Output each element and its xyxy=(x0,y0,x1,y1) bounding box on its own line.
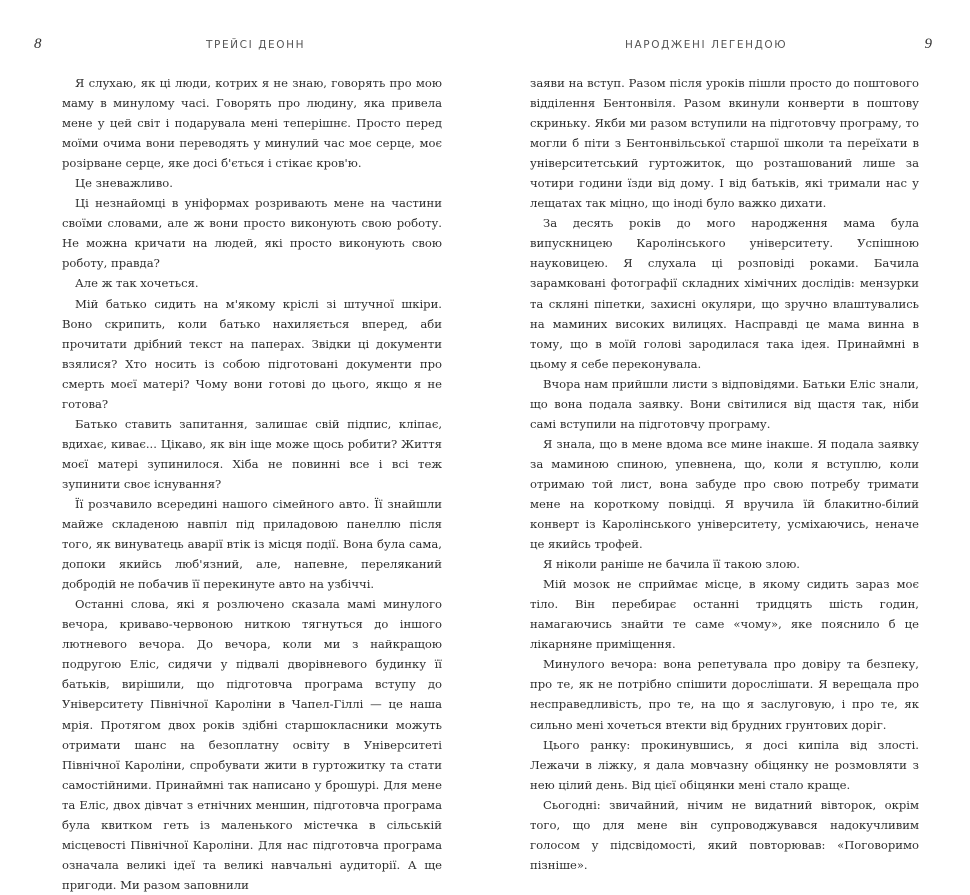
page-number: 8 xyxy=(34,36,42,52)
paragraph: За десять років до мого народження мама була випускницею Каролінського університету. Успішною науковицею. Я слухала ці розповіді роками. Бачила зарамковані фотографії складних хімічних дослідів: мензурки та скляні піпетки, захисні окуляри, що зручно влаштувались на маминих високих вилицях. Насправді це мама винна в тому, що в моїй голові зародилася така ідея. Принаймні в цьому я себе переконувала. xyxy=(530,216,919,371)
left-page xyxy=(0,0,485,892)
running-head-author: ТРЕЙСІ ДЕОНН xyxy=(206,39,306,51)
paragraph: Я ніколи раніше не бачила її такою злою. xyxy=(543,557,800,572)
paragraph: Мій батько сидить на м'якому кріслі зі штучної шкіри. Воно скрипить, коли батько нахиляється вперед, аби прочитати дрібний текст на паперах. Звідки ці документи взялися? Хто носить із собою підготовані документи про смерть моєї матері? Чому вони готові до цього, якщо я не готова? xyxy=(62,296,442,411)
body-text xyxy=(62,73,442,895)
paragraph: Я знала, що в мене вдома все мине інакше. Я подала заявку за маминою спиною, упевнена, що, коли я вступлю, коли отримаю той лист, вона забуде про свою потребу тримати мене на короткому повідці. Я вручила їй блакитно-білий конверт із Каролінського університету, усміхаючись, неначе це якийсь трофей. xyxy=(530,436,919,552)
paragraph: Мій мозок не сприймає місце, в якому сидить зараз моє тіло. Він перебирає останні тридцять шість годин, намагаючись знайти те саме «чому», яке пояснило б це лікарняне приміщення. xyxy=(530,577,919,652)
paragraph: Минулого вечора: вона репетувала про довіру та безпеку, про те, як не потрібно спішити дорослішати. Я верещала про несправедливість, про те, на що я заслуговую, і про те, як сильно мені хочеться втекти від брудних грунтових доріг. xyxy=(530,657,919,732)
paragraph: Ці незнайомці в уніформах розривають мене на частини своїми словами, але ж вони просто виконують свою роботу. Не можна кричати на людей, які просто виконують свою роботу, правда? xyxy=(62,196,442,271)
paragraph: Сьогодні: звичайний, нічим не видатний вівторок, окрім того, що для мене він супроводжувався надокучливим голосом у підсвідомості, який повторював: «Поговоримо пізніше». xyxy=(530,797,919,872)
paragraph: Цього ранку: прокинувшись, я досі кипіла від злості. Лежачи в ліжку, я дала мовчазну обіцянку не розмовляти з нею цілий день. Від цієї обіцянки мені стало краще. xyxy=(530,737,919,792)
paragraph: Але ж так хочеться. xyxy=(75,276,199,291)
body-text xyxy=(530,73,919,875)
paragraph: Це зневажливо. xyxy=(75,176,173,191)
paragraph: Вчора нам прийшли листи з відповідями. Батьки Еліс знали, що вона подала заявку. Вони світилися від щастя так, ніби самі вступили на підготовчу програму. xyxy=(530,376,919,431)
paragraph: Я слухаю, як ці люди, котрих я не знаю, говорять про мою маму в минулому часі. Говорять про людину, яка привела мене у цей світ і подарувала мені теперішнє. Просто перед моїми очима вони переводять у минулий час моє серце, моє розірване серце, яке досі б'ється і стікає кров'ю. xyxy=(62,76,442,171)
paragraph: Її розчавило всередині нашого сімейного авто. Її знайшли майже складеною навпіл під приладовою панеллю після того, як винуватець аварії втік із місця події. Вона була сама, допоки якийсь люб'язний, але, напевне, переляканий добродій не побачив її перекинуте авто на узбіччі. xyxy=(62,496,442,592)
running-head-title: НАРОДЖЕНІ ЛЕГЕНДОЮ xyxy=(625,39,788,51)
page-number: 9 xyxy=(924,36,932,52)
paragraph: Останні слова, які я розлючено сказала мамі минулого вечора, криваво-червоною ниткою тягнуться до іншого лютневого вечора. До вечора, коли ми з найкращою подругою Еліс, сидячи у підвалі дворівневого будинку її батьків, вирішили, що підготовча програма вступу до Університету Північної Кароліни в Чапел-Гіллі — це наша мрія. Протягом двох років здібні старшокласники можуть отримати шанс на безоплатну освіту в Університеті Північної Кароліни, спробувати жити в гуртожитку та стати самостійними. Принаймні так написано у брошурі. Для мене та Еліс, двох дівчат з етнічних меншин, підготовча програма була квитком геть із маленького містечка в сільській місцевості Північної Кароліни. Для нас підготовча програма означала великі ідеї та великі навчальні аудиторії. А ще пригоди. Ми разом заповнили xyxy=(62,597,442,892)
right-page xyxy=(485,0,970,872)
paragraph: Батько ставить запитання, залишає свій підпис, кліпає, вдихає, киває... Цікаво, як він іще може щось робити? Життя моєї матері зупинилося. Хіба не повинні все і всі теж зупинити своє існування? xyxy=(62,416,442,491)
paragraph: заяви на вступ. Разом після уроків пішли просто до поштового відділення Бентонвіля. Разом вкинули конверти в поштову скриньку. Якби ми разом вступили на підготовчу програму, то могли б піти з Бентонвільської старшої школи та переїхати в університетський гуртожиток, що розташований лише за чотири години їзди від дому. І від батьків, які тримали нас у лещатах так міцно, що іноді було важко дихати. xyxy=(530,76,919,211)
